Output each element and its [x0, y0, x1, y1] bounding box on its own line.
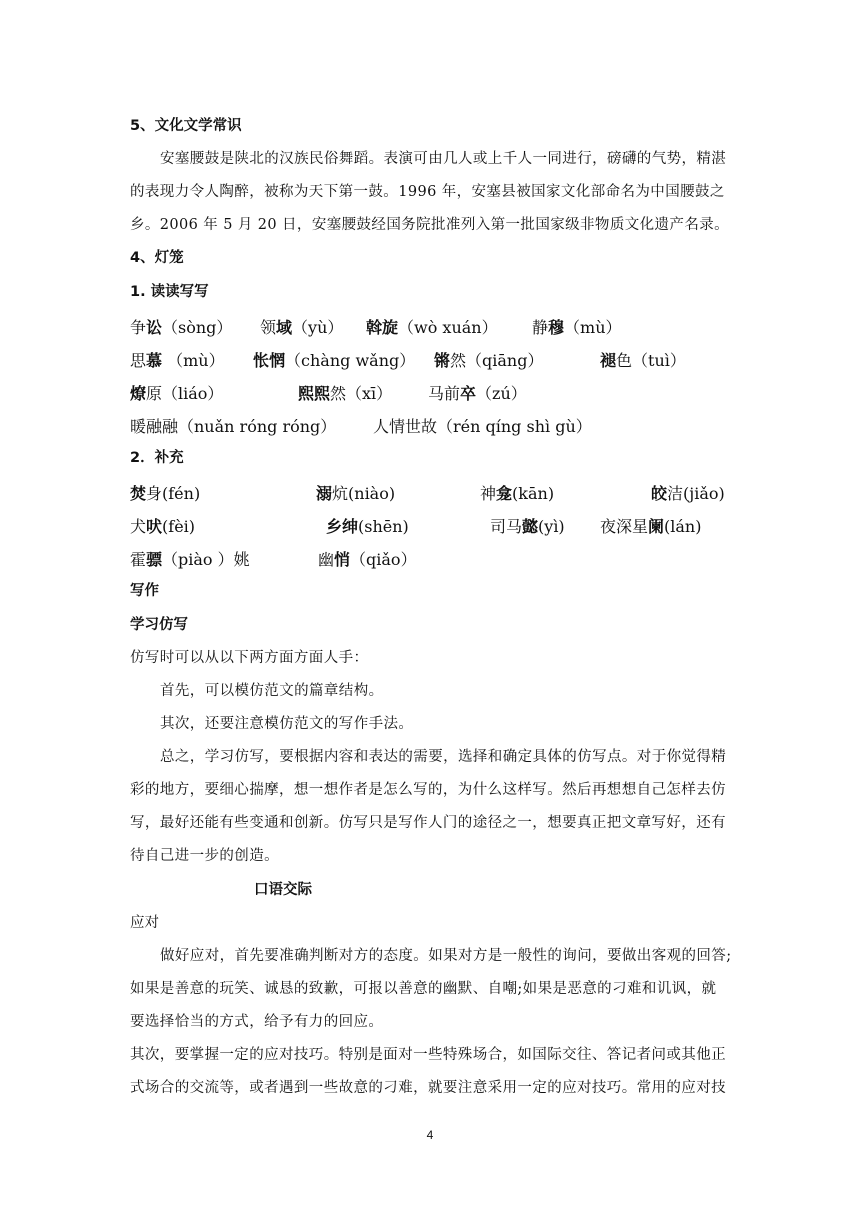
vocab-item: 静穆（mù）	[532, 318, 622, 337]
paragraph-line: 首先，可以模仿范文的篇章结构。	[160, 683, 384, 699]
paragraph-line: 要选择恰当的方式，给予有力的回应。	[130, 1014, 384, 1030]
paragraph-line: 安塞腰鼓是陕北的汉族民俗舞蹈。表演可由几人或上千人一同进行，磅礴的气势，精湛	[160, 151, 727, 167]
subheading-response: 应对	[130, 915, 159, 931]
paragraph-line: 仿写时可以从以下两方面方面人手：	[130, 650, 369, 666]
vocab-item: 司马懿(yì)	[490, 517, 565, 536]
vocab-item: 熙熙然（xī）	[298, 384, 393, 403]
section-heading-oral: 口语交际	[254, 882, 312, 898]
paragraph-line: 彩的地方，要细心揣摩，想一想作者是怎么写的，为什么这样写。然后再想想自己怎样去仿	[130, 782, 726, 798]
paragraph-line: 做好应对，首先要准确判断对方的态度。如果对方是一般性的询问，要做出客观的回答;	[160, 948, 732, 964]
paragraph-line: 的表现力令人陶醉，被称为天下第一鼓。1996 年，安塞县被国家文化部命名为中国腰鼓之	[130, 184, 725, 200]
vocab-item: 犬吠(fèi)	[130, 517, 196, 536]
section-heading-culture: 5、文化文学常识	[130, 118, 242, 134]
vocab-item: 溺炕(niào)	[316, 484, 396, 503]
paragraph-line: 其次，还要注意模仿范文的写作手法。	[160, 716, 414, 732]
vocab-item: 斡旋（wò xuán）	[366, 318, 498, 337]
vocab-item: 夜深星阑(lán)	[600, 517, 702, 536]
vocab-item: 怅惘（chàng wǎng）	[253, 351, 416, 370]
paragraph-line: 其次，要掌握一定的应对技巧。特别是面对一些特殊场合，如国际交往、答记者问或其他正	[130, 1047, 726, 1063]
paragraph-line: 式场合的交流等，或者遇到一些故意的刁难，就要注意采用一定的应对技巧。常用的应对技	[130, 1080, 726, 1096]
section-heading-writing: 写作	[130, 583, 159, 599]
vocab-item: 神龛(kān)	[480, 484, 555, 503]
subheading-imitation: 学习仿写	[130, 617, 188, 633]
vocab-item: 乡绅(shēn)	[326, 517, 409, 536]
vocab-item: 领域（yù）	[260, 318, 344, 337]
paragraph-line: 乡。2006 年 5 月 20 日，安塞腰鼓经国务院批准列入第一批国家级非物质文化遗产名录。	[130, 217, 730, 233]
paragraph-line: 如果是善意的玩笑、诚恳的致歉，可报以善意的幽默、自嘲;如果是恶意的刁难和讥讽，就	[130, 981, 717, 997]
paragraph-line: 待自己进一步的创造。	[130, 848, 279, 864]
vocab-item: 暖融融（nuǎn róng róng）	[130, 417, 337, 436]
vocab-item: 皎洁(jiǎo)	[651, 484, 725, 503]
subheading-supplement: 2．补充	[130, 450, 184, 466]
vocab-item: 幽悄（qiǎo）	[318, 550, 417, 569]
paragraph-line: 总之，学习仿写，要根据内容和表达的需要，选择和确定具体的仿写点。对于你觉得精	[160, 749, 727, 765]
subheading-read-write: 1. 读读写写	[130, 284, 209, 300]
vocab-item: 争讼（sòng）	[130, 318, 233, 337]
vocab-item: 霍骠（piào ）姚	[130, 550, 250, 569]
page-number: 4	[426, 1128, 434, 1142]
vocab-item: 燎原（liáo）	[130, 384, 224, 403]
paragraph-line: 写，最好还能有些变通和创新。仿写只是写作人门的途径之一，想要真正把文章写好，还有	[130, 815, 726, 831]
vocab-item: 人情世故（rén qíng shì gù）	[373, 417, 592, 436]
vocab-item: 褪色（tuì）	[600, 351, 686, 370]
vocab-item: 思慕 （mù）	[130, 351, 225, 370]
section-heading-lantern: 4、灯笼	[130, 250, 184, 266]
vocab-item: 锵然（qiāng）	[434, 351, 544, 370]
vocab-item: 马前卒（zú）	[428, 384, 527, 403]
vocab-item: 焚身(fén)	[130, 484, 201, 503]
